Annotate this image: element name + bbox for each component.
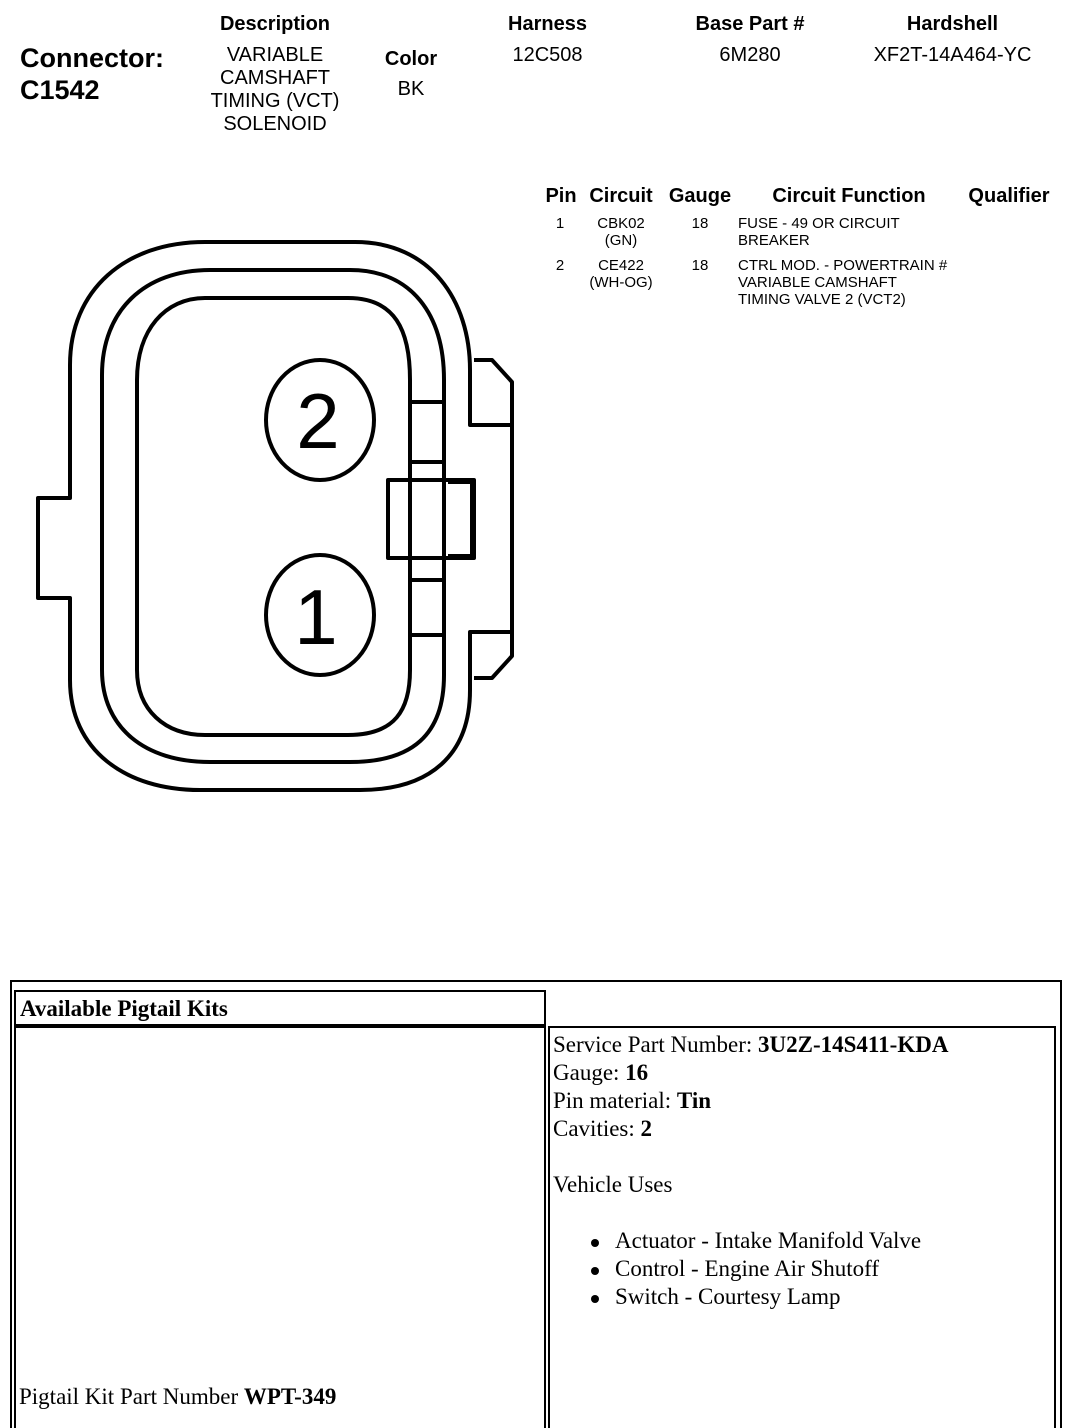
cavities-line [553,1115,1053,1143]
pin-function [738,215,968,249]
description-value [180,44,370,136]
gauge-label: Gauge: [553,1060,626,1085]
description-line: VARIABLE [226,44,324,66]
harness-value: 12C508 [512,44,583,66]
pigtail-title-cell [14,990,546,1026]
function-line: CTRL MOD. - POWERTRAIN # [738,257,948,274]
circuit-code: CE422 [598,257,644,274]
circuit-code: CBK02 [597,215,645,232]
top-tab [474,360,512,426]
pin-gauge: 18 [691,257,709,274]
function-line: TIMING VALVE 2 (VCT2) [738,291,906,308]
pin-material-label: Pin material: [553,1088,677,1113]
pin-gauge: 18 [691,215,709,232]
pin-circuit [580,215,662,249]
pin-column-header: Pin [545,185,577,207]
base-part-value: 6M280 [719,44,781,66]
pin-material-value: Tin [676,1088,712,1113]
function-line: FUSE - 49 OR CIRCUIT [738,215,900,232]
bottom-tab [474,632,512,678]
connector-latch [388,480,474,558]
pin-number: 2 [555,257,565,274]
circuit-color: (GN) [604,232,638,249]
connector-inner-wall [102,270,444,762]
pigtail-image-cell [14,1026,546,1428]
pin-function [738,257,978,308]
pin-1-label: 1 [294,573,338,661]
circuit-function-column-header: Circuit Function [772,185,926,207]
pin-material-line [553,1087,1053,1115]
circuit-column-header: Circuit [589,185,653,207]
color-value: BK [397,78,425,100]
service-part-value: 3U2Z-14S411-KDA [758,1032,949,1057]
connector-face-diagram [0,230,530,830]
connector-label: Connector: [20,43,164,73]
qualifier-column-header: Qualifier [968,185,1050,207]
hardshell-header: Hardshell [906,13,999,35]
cavities-value: 2 [640,1116,653,1141]
connector-heading [20,42,164,106]
kit-part-value: WPT-349 [243,1384,337,1409]
service-part-label: Service Part Number: [553,1032,759,1057]
description-line: CAMSHAFT [220,67,330,89]
cavities-label: Cavities: [553,1116,641,1141]
function-line: BREAKER [738,232,810,249]
gauge-value: 16 [625,1060,649,1085]
service-part-line [553,1031,1053,1059]
function-line: VARIABLE CAMSHAFT [738,274,897,291]
hardshell-value: XF2T-14A464-YC [873,44,1032,66]
vehicle-uses-list [589,1227,1053,1311]
color-header: Color [384,48,438,70]
connector-cavity [137,298,410,735]
list-item: Switch - Courtesy Lamp [589,1283,1053,1311]
connector-id: C1542 [20,75,100,105]
pigtail-title: Available Pigtail Kits [20,996,228,1021]
description-header: Description [219,13,331,35]
gauge-column-header: Gauge [668,185,732,207]
vehicle-uses-heading: Vehicle Uses [553,1172,673,1197]
description-line: TIMING (VCT) [210,90,340,112]
list-item: Control - Engine Air Shutoff [589,1255,1053,1283]
description-line: SOLENOID [223,113,327,135]
pin-2-label: 2 [296,377,340,465]
list-item: Actuator - Intake Manifold Valve [589,1227,1053,1255]
pigtail-details [553,1031,1053,1311]
circuit-color: (WH-OG) [589,274,653,291]
pigtail-kit-part-number [19,1383,336,1411]
pin-circuit [580,257,662,291]
kit-part-label: Pigtail Kit Part Number [19,1384,244,1409]
gauge-line [553,1059,1053,1087]
base-part-header: Base Part # [695,13,805,35]
harness-header: Harness [508,13,587,35]
pin-number: 1 [555,215,565,232]
